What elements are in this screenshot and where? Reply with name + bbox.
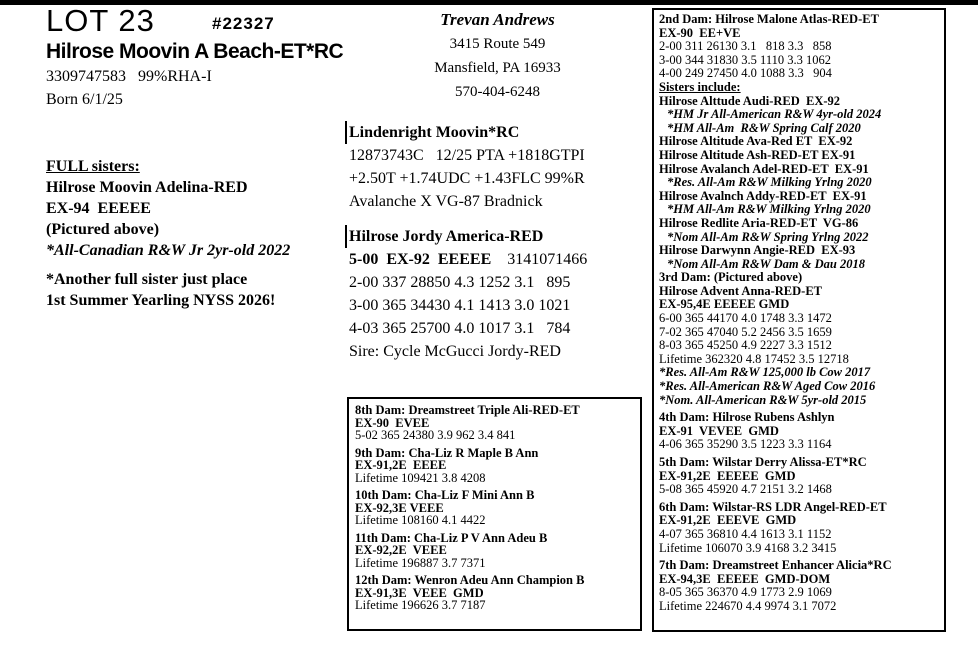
sixth-dam-title: 6th Dam: Wilstar-RS LDR Angel-RED-ET — [659, 499, 887, 514]
seventh-dam-record: Lifetime 224670 4.4 9974 3.1 7072 — [659, 598, 837, 613]
sister-honor: *HM Jr All-American R&W 4yr-old 2024 — [667, 107, 882, 122]
sire-line: 12873743C 12/25 PTA +1818GTPI — [349, 147, 585, 164]
consignor-name: Trevan Andrews — [440, 10, 555, 29]
fourth-dam-title: 4th Dam: Hilrose Rubens Ashlyn — [659, 410, 835, 425]
consignor-address1: 3415 Route 549 — [449, 36, 546, 52]
dam-8-title: 8th Dam: Dreamstreet Triple Ali-RED-ET — [355, 403, 580, 417]
registration-line: 3309747583 99%RHA-I — [46, 68, 212, 85]
sister-honor: *HM All-Am R&W Milking Yrlng 2020 — [667, 202, 871, 217]
animal-name: Hilrose Moovin A Beach-ET*RC — [46, 40, 344, 63]
consignor-block — [400, 8, 595, 104]
dam-11-entry — [355, 532, 634, 570]
sister-honor: *Nom All-Am R&W Dam & Dau 2018 — [667, 256, 865, 271]
dam-record: 3-00 365 34430 4.1 1413 3.0 1021 — [349, 297, 571, 314]
full-sister-note: (Pictured above) — [46, 221, 160, 238]
third-dam-record: 7-02 365 47040 5.2 2456 3.5 1659 — [659, 324, 832, 339]
second-dam-title: 2nd Dam: Hilrose Malone Atlas-RED-ET — [659, 12, 879, 26]
sixth-dam-record: Lifetime 106070 3.9 4168 3.2 3415 — [659, 540, 837, 555]
full-sister-name: Hilrose Moovin Adelina-RED — [46, 179, 248, 196]
consignor-phone: 570-404-6248 — [455, 84, 540, 100]
third-dam-record: Lifetime 362320 4.8 17452 3.5 12718 — [659, 351, 849, 366]
dam-9-class: EX-91,2E EEEE — [355, 458, 447, 472]
pedigree-block — [349, 121, 587, 363]
catalog-number: #22327 — [212, 14, 275, 33]
dam-registration: 3141071466 — [507, 251, 588, 268]
fourth-dam-record: 4-06 365 35290 3.5 1223 3.3 1164 — [659, 437, 832, 452]
dam-sire-line: Sire: Cycle McGucci Jordy-RED — [349, 343, 561, 360]
dam-8-entry — [355, 404, 634, 442]
sister-honor: *HM All-Am R&W Spring Calf 2020 — [667, 120, 861, 135]
dam-9-record: Lifetime 109421 3.8 4208 — [355, 470, 486, 485]
fifth-dam-record: 5-08 365 45920 4.7 2151 3.2 1468 — [659, 482, 832, 497]
promo-note-line1: *Another full sister just place — [46, 271, 248, 288]
lot-number: LOT 23 — [46, 3, 155, 38]
seventh-dam-class: EX-94,3E EEEEE GMD-DOM — [659, 571, 831, 586]
fourth-dam-class: EX-91 VEVEE GMD — [659, 423, 779, 438]
fifth-dam-class: EX-91,2E EEEEE GMD — [659, 468, 796, 483]
full-sister-class: EX-94 EEEEE — [46, 200, 151, 217]
sister-name: Hilrose Darwynn Angie-RED EX-93 — [659, 243, 856, 258]
third-dam-honor: *Res. All-Am R&W 125,000 lb Cow 2017 — [659, 365, 871, 380]
third-dam-honor: *Nom. All-American R&W 5yr-old 2015 — [659, 392, 867, 407]
fifth-dam-title: 5th Dam: Wilstar Derry Alissa-ET*RC — [659, 455, 867, 469]
dam-11-title: 11th Dam: Cha-Liz P V Ann Adeu B — [355, 530, 548, 545]
dam-12-record: Lifetime 196626 3.7 7187 — [355, 598, 486, 612]
dam-10-title: 10th Dam: Cha-Liz F Mini Ann B — [355, 488, 535, 502]
third-dam-honor: *Res. All-American R&W Aged Cow 2016 — [659, 379, 876, 394]
third-dam-name: Hilrose Advent Anna-RED-ET — [659, 283, 822, 298]
full-sisters-block — [46, 156, 290, 311]
sister-name: Hilrose Avalanch Adel-RED-ET EX-91 — [659, 161, 869, 176]
dam-record: 2-00 337 28850 4.3 1252 3.1 895 — [349, 274, 571, 291]
promo-note-line2: 1st Summer Yearling NYSS 2026! — [46, 292, 276, 309]
dam-class-line — [349, 248, 587, 271]
seventh-dam-record: 8-05 365 36370 4.9 1773 2.9 1069 — [659, 585, 832, 600]
dam-11-record: Lifetime 196887 3.7 7371 — [355, 555, 486, 570]
full-sister-honor: *All-Canadian R&W Jr 2yr-old 2022 — [46, 242, 291, 259]
seventh-dam-title: 7th Dam: Dreamstreet Enhancer Alicia*RC — [659, 558, 892, 573]
sire-line: +2.50T +1.74UDC +1.43FLC 99%R — [349, 170, 585, 187]
dam-name: Hilrose Jordy America-RED — [345, 225, 587, 248]
third-dam-record: 6-00 365 44170 4.0 1748 3.3 1472 — [659, 311, 832, 326]
dam-8-class: EX-90 EVEE — [355, 415, 430, 430]
dam-12-entry — [355, 574, 634, 612]
dam-9-title: 9th Dam: Cha-Liz R Maple B Ann — [355, 445, 539, 460]
second-dam-record: 3-00 344 31830 3.5 1110 3.3 1062 — [659, 52, 831, 67]
sister-name: Hilrose Altitude Ava-Red ET EX-92 — [659, 134, 853, 149]
dam-10-record: Lifetime 108160 4.1 4422 — [355, 513, 486, 527]
sister-name: Hilrose Alttude Audi-RED EX-92 — [659, 93, 841, 108]
sixth-dam-record: 4-07 365 36810 4.4 1613 3.1 1152 — [659, 526, 832, 541]
dam-12-title: 12th Dam: Wenron Adeu Ann Champion B — [355, 573, 585, 587]
sixth-dam-class: EX-91,2E EEEVE GMD — [659, 513, 797, 528]
sire-name: Lindenright Moovin*RC — [345, 121, 587, 144]
full-sisters-heading: FULL sisters: — [46, 158, 140, 175]
sire-line: Avalanche X VG-87 Bradnick — [349, 193, 543, 210]
sister-name: Hilrose Altitude Ash-RED-ET EX-91 — [659, 147, 856, 162]
second-dam-class: EX-90 EE+VE — [659, 25, 741, 40]
dam-11-class: EX-92,2E VEEE — [355, 543, 447, 557]
third-dam-class: EX-95,4E EEEEE GMD — [659, 297, 790, 312]
dam-9-entry — [355, 447, 634, 485]
sister-name: Hilrose Redlite Aria-RED-ET VG-86 — [659, 215, 859, 230]
sister-name: Hilrose Avalnch Addy-RED-ET EX-91 — [659, 188, 867, 203]
sister-honor: *Nom All-Am R&W Spring Yrlng 2022 — [667, 229, 869, 244]
second-dam-record: 2-00 311 26130 3.1 818 3.3 858 — [659, 39, 832, 54]
sisters-heading: Sisters include: — [659, 79, 741, 94]
second-dam-record: 4-00 249 27450 4.0 1088 3.3 904 — [659, 66, 832, 81]
third-dam-record: 8-03 365 45250 4.9 2227 3.3 1512 — [659, 338, 832, 353]
third-dam-title: 3rd Dam: (Pictured above) — [659, 270, 803, 285]
maternal-line-box — [652, 8, 946, 632]
deep-dams-box — [347, 397, 642, 631]
dam-classification: 5-00 EX-92 EEEEE — [349, 251, 492, 268]
dam-12-class: EX-91,3E VEEE GMD — [355, 585, 484, 600]
dam-record: 4-03 365 25700 4.0 1017 3.1 784 — [349, 320, 571, 337]
dam-8-record: 5-02 365 24380 3.9 962 3.4 841 — [355, 428, 516, 442]
birth-date: Born 6/1/25 — [46, 91, 123, 108]
sister-honor: *Res. All-Am R&W Milking Yrlng 2020 — [667, 175, 872, 190]
dam-10-entry — [355, 489, 634, 527]
consignor-address2: Mansfield, PA 16933 — [434, 60, 561, 76]
dam-10-class: EX-92,3E VEEE — [355, 500, 444, 515]
